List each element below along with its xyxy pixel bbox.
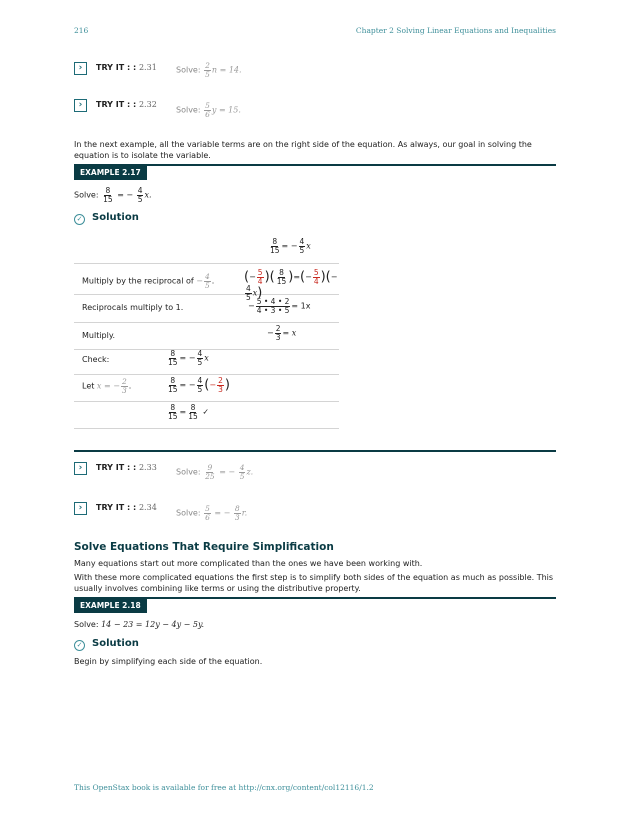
step-work: − $\frac{2}{3}$ = x — [267, 324, 297, 342]
section-heading: Solve Equations That Require Simplification — [74, 541, 334, 553]
section-paragraph: Many equations start out more complicated than the ones we have been working with. — [74, 559, 423, 568]
example-tag: EXAMPLE 2.18 — [74, 599, 147, 613]
table-row — [74, 323, 339, 350]
check-circle-icon: ✓ — [74, 640, 85, 651]
try-it-label: TRY IT : : 2.31 — [96, 63, 157, 72]
solution-top-equation: $\frac{8}{15}$ = − $\frac{4}{5}$ x — [270, 237, 311, 255]
example-tag: EXAMPLE 2.17 — [74, 166, 147, 180]
table-row — [74, 294, 339, 323]
chevron-right-icon[interactable]: › — [74, 99, 87, 112]
step-description: Multiply. — [82, 331, 115, 340]
step-work: $\frac{8}{15}$ = − $\frac{4}{5}$ x — [168, 349, 209, 367]
chevron-right-icon[interactable]: › — [74, 502, 87, 515]
table-row — [74, 263, 339, 302]
chevron-right-icon[interactable]: › — [74, 462, 87, 475]
try-it-problem: Solve: $\frac{5}{6}$ = − $\frac{8}{3}$ r. — [176, 504, 248, 522]
check-mark-icon: ✓ — [202, 407, 210, 417]
step-description: Check: — [82, 355, 110, 364]
table-row — [74, 402, 339, 429]
try-it-label: TRY IT : : 2.33 — [96, 463, 157, 472]
step-work: $\frac{8}{15}$ = − $\frac{4}{5}$ (− $\frac{2}{3}$ ) — [168, 376, 230, 394]
try-it-problem: Solve: $\frac{5}{6}$ y = 15. — [176, 101, 241, 119]
try-it-problem: Solve: $\frac{2}{5}$ n = 14. — [176, 61, 242, 79]
table-row — [74, 375, 339, 402]
chapter-title: Chapter 2 Solving Linear Equations and Inequalities — [355, 26, 556, 35]
example-problem: Solve: 14 − 23 = 12y − 4y − 5y. — [74, 620, 205, 629]
solution-heading: Solution — [92, 212, 139, 223]
section-paragraph: With these more complicated equations the first step is to simplify both sides of the equation as much as possible. This usually involves combining like terms or using the distributive property. — [74, 573, 554, 593]
table-row — [74, 350, 339, 375]
try-it-problem: Solve: $\frac{9}{25}$ = − $\frac{4}{5}$ z. — [176, 463, 254, 481]
step-description: Let x = − $\frac{2}{3}$ . — [82, 377, 132, 395]
step-work: (− $\frac{5}{4}$ )( $\frac{8}{15}$ )=(− $\frac{5}{4}$ )(− $\frac{4}{5}$ x) — [244, 268, 338, 302]
page-number: 216 — [74, 26, 89, 35]
intro-paragraph: In the next example, all the variable terms are on the right side of the equation. As always, our goal in solving the equation is to isolate the variable. — [74, 140, 532, 160]
try-it-label: TRY IT : : 2.34 — [96, 503, 157, 512]
example-problem: Solve: $\frac{8}{15}$ = − $\frac{4}{5}$ x. — [74, 186, 152, 204]
solution-heading: Solution — [92, 638, 139, 649]
check-circle-icon: ✓ — [74, 214, 85, 225]
step-work: $\frac{8}{15}$ = $\frac{8}{15}$ ✓ — [168, 403, 210, 421]
example-end-divider — [74, 450, 556, 452]
step-work: − $\frac{5 • 4 • 2}{4 • 3 • 5}$ = 1x — [248, 297, 311, 315]
solution-text: Begin by simplifying each side of the equation. — [74, 657, 263, 666]
step-description: Multiply by the reciprocal of − $\frac{4}{5}$ . — [82, 272, 215, 290]
step-description: Reciprocals multiply to 1. — [82, 303, 184, 312]
try-it-label: TRY IT : : 2.32 — [96, 100, 157, 109]
chevron-right-icon[interactable]: › — [74, 62, 87, 75]
footer-note: This OpenStax book is available for free at http://cnx.org/content/col12116/1.2 — [74, 783, 374, 792]
